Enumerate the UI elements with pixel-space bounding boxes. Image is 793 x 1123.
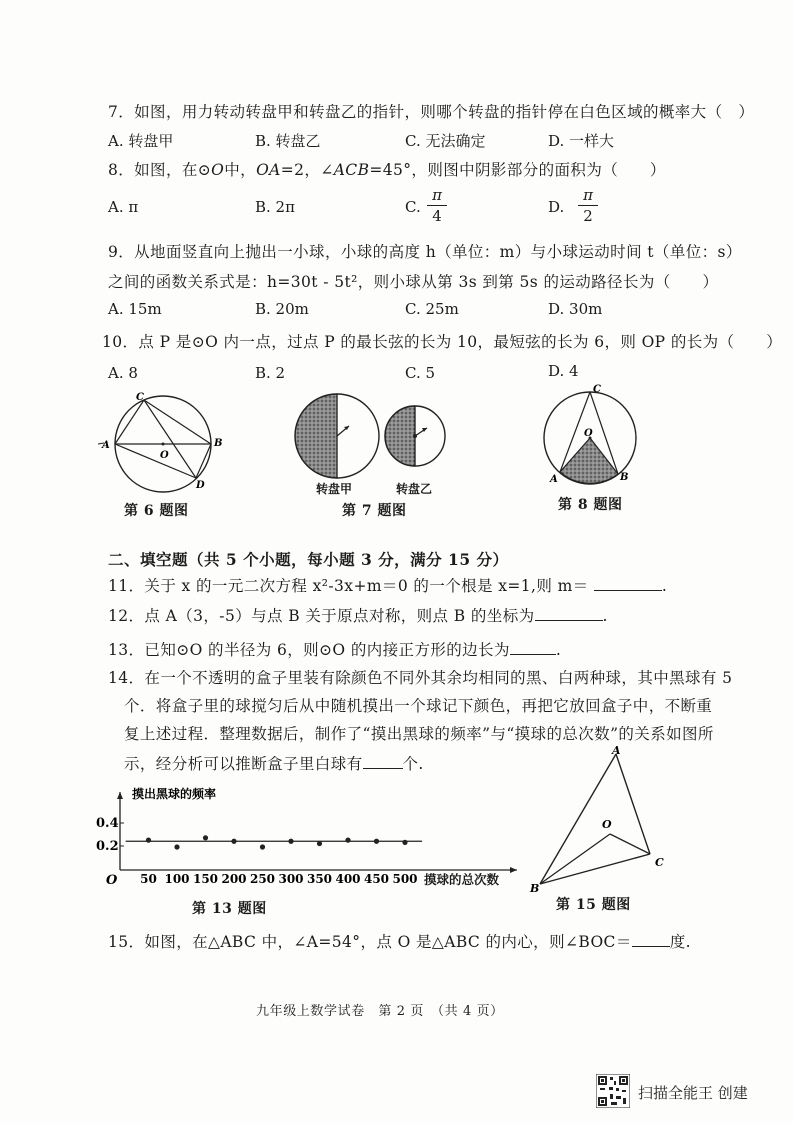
chart-x-tick-label-350: 350 <box>306 872 333 886</box>
q13: 13．已知⊙O 的半径为 6，则⊙O 的内接正方形的边长为 . <box>108 641 562 659</box>
q9-line2: 之间的函数关系式是：h=30t - 5t²，则小球从第 3s 到第 5s 的运动路径长为（ ） <box>108 273 719 291</box>
fig8-label-a: A <box>550 474 558 485</box>
chart-x-tick-label-50: 50 <box>140 872 157 886</box>
chart-x-tick-label-400: 400 <box>335 872 361 886</box>
q15: 15．如图，在△ABC 中，∠A=54°，点 O 是△ABC 的内心，则∠BOC＝ 度. <box>108 933 691 951</box>
fig8-label-b: B <box>620 472 629 483</box>
fig8-label-c: C <box>593 384 601 395</box>
figure-7-caption: 第 7 题图 <box>342 503 407 519</box>
fig15-label-o: O <box>602 818 612 831</box>
wheel-a-label: 转盘甲 <box>316 482 353 496</box>
q14-line3: 复上述过程．整理数据后，制作了“摸出黑球的频率”与“摸球的总次数”的关系如图所 <box>124 725 714 743</box>
q10-option-c: C. 5 <box>405 364 436 382</box>
wheel-b-label: 转盘乙 <box>396 482 433 496</box>
q9-option-b: B. 20m <box>255 300 309 318</box>
q9-option-a: A. 15m <box>108 300 162 318</box>
figure-8-circle <box>538 384 648 490</box>
chart-point-500 <box>402 840 407 845</box>
q14-line4: 示，经分析可以推断盒子里白球有 个. <box>124 755 424 773</box>
q10-option-b: B. 2 <box>255 364 286 382</box>
figure-6-caption: 第 6 题图 <box>124 503 189 519</box>
figure-8-caption: 第 8 题图 <box>558 497 623 513</box>
watermark-text: 扫描全能王 创建 <box>638 1084 748 1102</box>
q7-stem: 7．如图，用力转动转盘甲和转盘乙的指针，则哪个转盘的指针停在白色区域的概率大（ ） <box>108 103 755 121</box>
fig6-label-d: D <box>196 480 205 491</box>
q7-option-a: A. 转盘甲 <box>108 132 174 150</box>
fig6-label-b: B <box>214 438 223 449</box>
chart-point-200 <box>231 839 236 844</box>
chart-point-300 <box>288 839 293 844</box>
chart-point-150 <box>203 835 208 840</box>
figure-6-circle <box>88 388 238 498</box>
fig6-label-c: C <box>136 392 144 403</box>
chart-x-arrow <box>510 867 517 873</box>
q8-option-c-label: C. <box>405 198 421 216</box>
chart-point-250 <box>260 844 265 849</box>
fig15-label-b: B <box>530 882 540 894</box>
q8-option-d-fraction: $\frac{\pi}{2}$ <box>578 186 598 225</box>
chart-x-tick-label-500: 500 <box>392 872 418 886</box>
q10-stem: 10．点 P 是⊙O 内一点，过点 P 的最长弦的长为 10，最短弦的长为 6，则 OP 的长为（ ） <box>102 333 783 351</box>
fig15-label-a: A <box>612 744 621 757</box>
chart-origin-label: O <box>106 873 118 888</box>
section-2-title: 二、填空题（共 5 个小题，每小题 3 分，满分 15 分） <box>108 550 509 569</box>
chart-point-350 <box>317 841 322 846</box>
q7-option-b: B. 转盘乙 <box>255 132 321 150</box>
q10-option-d: D. 4 <box>548 362 579 380</box>
q14-line2: 个．将盒子里的球搅匀后从中随机摸出一个球记下颜色，再把它放回盒子中，不断重 <box>124 697 713 715</box>
q12: 12．点 A（3，-5）与点 B 关于原点对称，则点 B 的坐标为 . <box>108 607 608 625</box>
chart-x-tick-label-250: 250 <box>249 872 276 886</box>
chart-y-tick-label-04: 0.4 <box>96 816 119 831</box>
q8-option-a: A. π <box>108 198 139 216</box>
chart-y-arrow <box>117 792 123 799</box>
chart-point-400 <box>345 838 350 843</box>
q8-option-d-label: D. <box>548 198 565 216</box>
chart-point-450 <box>374 839 379 844</box>
q9-option-c: C. 25m <box>405 300 459 318</box>
q7-option-c: C. 无法确定 <box>405 132 486 150</box>
q8-stem: 8．如图，在⊙O中，OA=2，∠ACB=45°，则图中阴影部分的面积为（ ） <box>108 161 666 179</box>
chart-x-tick-label-100: 100 <box>164 872 190 886</box>
figure-15-triangle <box>528 744 678 894</box>
fig6-label-a: A <box>102 440 110 451</box>
chart-point-50 <box>146 838 151 843</box>
chart-x-tick-label-450: 450 <box>363 872 390 886</box>
q8-option-b: B. 2π <box>255 198 295 216</box>
chart-y-tick-label-02: 0.2 <box>96 839 119 854</box>
q14-line1: 14．在一个不透明的盒子里装有除颜色不同外其余均相同的黑、白两种球，其中黑球有 5 <box>108 669 733 687</box>
q11: 11．关于 x 的一元二次方程 x²-3x+m＝0 的一个根是 x=1,则 m＝ . <box>108 577 668 595</box>
q12-blank <box>535 606 603 621</box>
q9-option-d: D. 30m <box>548 300 603 318</box>
fig8-label-o: O <box>584 428 593 439</box>
q7-option-d: D. 一样大 <box>548 132 615 150</box>
chart-x-tick-label-150: 150 <box>192 872 219 886</box>
q11-blank <box>594 576 662 591</box>
qr-code-icon <box>596 1074 630 1108</box>
chart-x-tick-label-300: 300 <box>278 872 304 886</box>
q15-blank <box>632 932 670 947</box>
chart-y-label: 摸出黑球的频率 <box>132 787 217 801</box>
figure-15-caption: 第 15 题图 <box>556 897 631 913</box>
q13-blank <box>510 640 556 655</box>
q14-blank <box>363 754 403 769</box>
q9-line1: 9．从地面竖直向上抛出一小球，小球的高度 h（单位：m）与小球运动时间 t（单位：s） <box>108 243 742 261</box>
chart-x-tick-label-200: 200 <box>221 872 247 886</box>
page-footer: 九年级上数学试卷 第 2 页 （共 4 页） <box>256 1004 504 1019</box>
chart-x-label: 摸球的总次数 <box>424 872 500 887</box>
q10-option-a: A. 8 <box>108 364 138 382</box>
figure-7-spinners <box>285 388 465 498</box>
fig6-label-o: O <box>160 450 169 461</box>
chart-point-100 <box>174 844 179 849</box>
figure-13-caption: 第 13 题图 <box>192 901 267 917</box>
fig15-label-c: C <box>655 856 664 869</box>
q8-option-c-fraction: $\frac{\pi}{4}$ <box>427 186 447 225</box>
